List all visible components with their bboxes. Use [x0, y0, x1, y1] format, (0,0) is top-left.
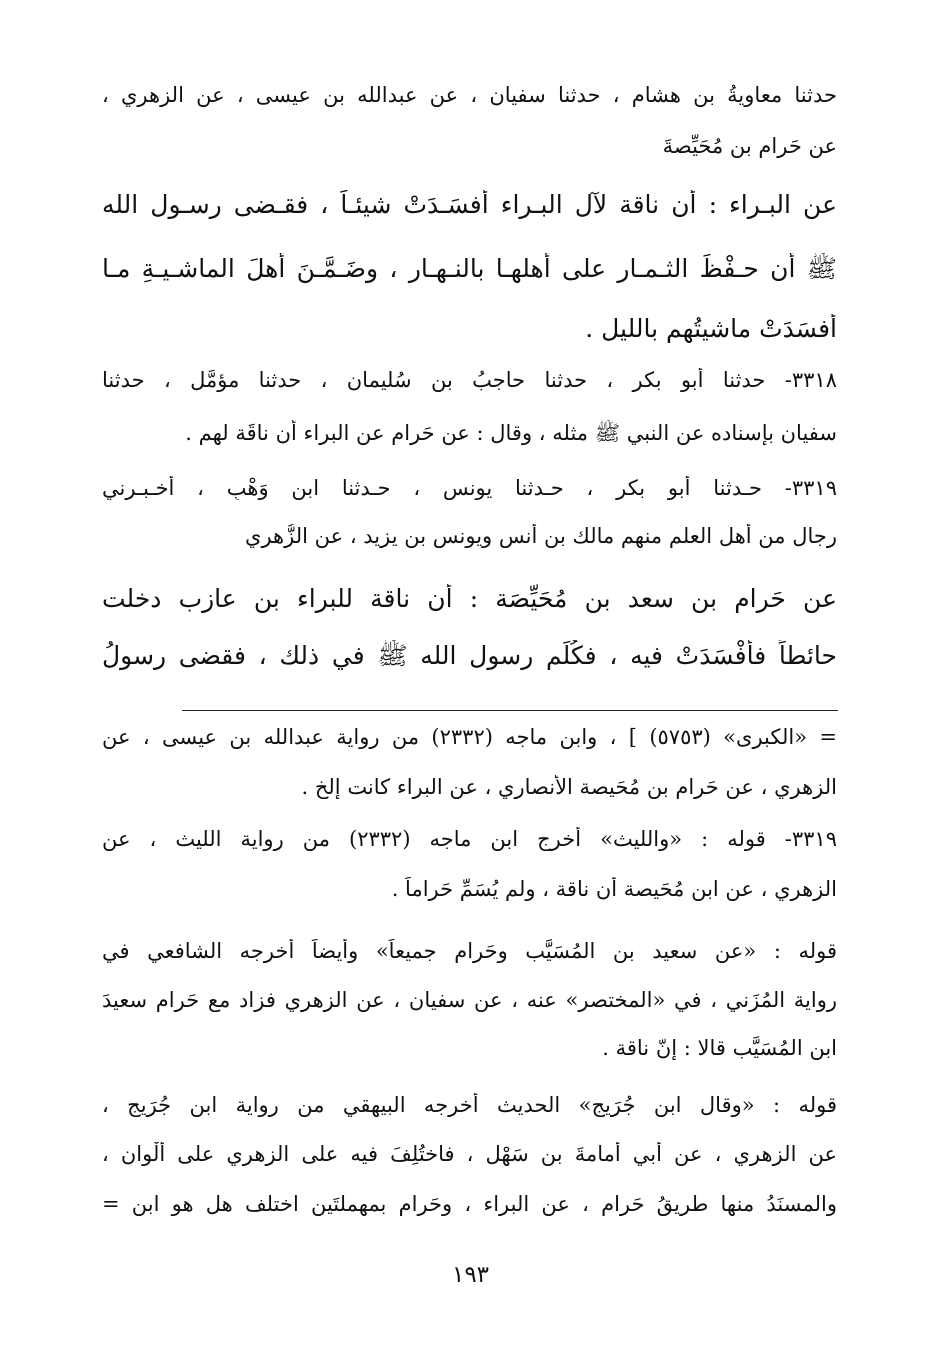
text-line: سفيان بإسناده عن النبي ﷺ مثله ، وقال : عن حَرام عن البراء أن ناقَة لهم .: [185, 421, 837, 445]
text-line: رجال من أهل العلم منهم مالك بن أنس ويونس بن يزيد ، عن الزُّهري: [245, 524, 837, 548]
footnote-line: عن الزهري ، عن أبي أُمامةَ بن سَهْل ، فاختُلِفَ فيه على الزهري على أَلْوانٍ ،: [102, 1142, 837, 1166]
text-line: عن حَرام بن مُحَيِّصةَ: [662, 134, 837, 158]
hadith-text-line: عن البـراء : أن ناقة لآل البـراء أفسَـدَتْ شيئـاً ، فقـضى رسـول الله: [102, 190, 837, 219]
footnote-line: الزهري ، عن ابن مُحَيصة أن ناقة ، ولم يُسَمِّ حَراماً .: [391, 877, 837, 901]
footnote-line: ٣٣١٩- قوله : «والليث» أخرج ابن ماجه (٢٣٣٢) من رواية الليث ، عن: [102, 827, 837, 851]
hadith-text-line: أفسَدَتْ ماشيتُهم بالليل .: [585, 314, 837, 343]
text-line: ٣٣١٨- حدثنا أبو بكر ، حدثنا حاجبُ بن سُليمان ، حدثنا مؤمَّل ، حدثنا: [102, 368, 837, 392]
text-line: حدثنا معاويةُ بن هشام ، حدثنا سفيان ، عن عبدالله بن عيسى ، عن الزهري ،: [102, 83, 837, 107]
footnote-line: قوله : «عن سعيد بن المُسَيَّب وحَرام جميعاً» وأيضاً أخرجه الشافعي في: [102, 939, 837, 963]
footnote-line: قوله : «وقال ابن جُرَيج» الحديث أخرجه البيهقي من رواية ابن جُرَيج ،: [102, 1093, 837, 1117]
footnote-line: الزهري ، عن حَرام بن مُحَيصة الأنصاري ، عن البراء كانت إلخ .: [301, 775, 837, 799]
footnote-line: ابن المُسَيَّب قالا : إنّ ناقة .: [602, 1036, 837, 1060]
hadith-text-line: حائطاً فأَفْسَدَتْ فيه ، فكُلِّم رسول الله ﷺ في ذلك ، فقضى رسولُ: [102, 641, 837, 670]
text-line: ٣٣١٩- حـدثنا أبو بكر ، حـدثنا يونس ، حـدثنا ابن وَهْبٍ ، أخـبـرني: [102, 476, 837, 500]
hadith-text-line: عن حَرام بن سعد بن مُحَيِّصَة : أن ناقة للبراء بن عازب دخلت: [102, 584, 837, 613]
footnote-separator: [182, 710, 838, 711]
footnote-line: = «الكبرى» (٥٧٥٣) ] ، وابن ماجه (٢٣٣٢) من رواية عبدالله بن عيسى ، عن: [102, 725, 837, 749]
page-number: ١٩٣: [451, 1262, 490, 1288]
footnote-line: والمسنَدُ منها طريقُ حَرامٍ ، عن البراء ، وحَرام بمهملتَين اختلف هل هو ابن =: [102, 1192, 837, 1216]
footnote-line: رواية المُزَني ، في «المختصر» عنه ، عن سفيان ، عن الزهري فزاد مع حَرام سعيدَ: [102, 988, 837, 1012]
hadith-text-line: ﷺ أن حـفْظَ الثـمـار على أهلهـا بالنـهـار ، وضَـمَّـنَ أهلَ الماشـيـةِ مـا: [102, 254, 837, 283]
